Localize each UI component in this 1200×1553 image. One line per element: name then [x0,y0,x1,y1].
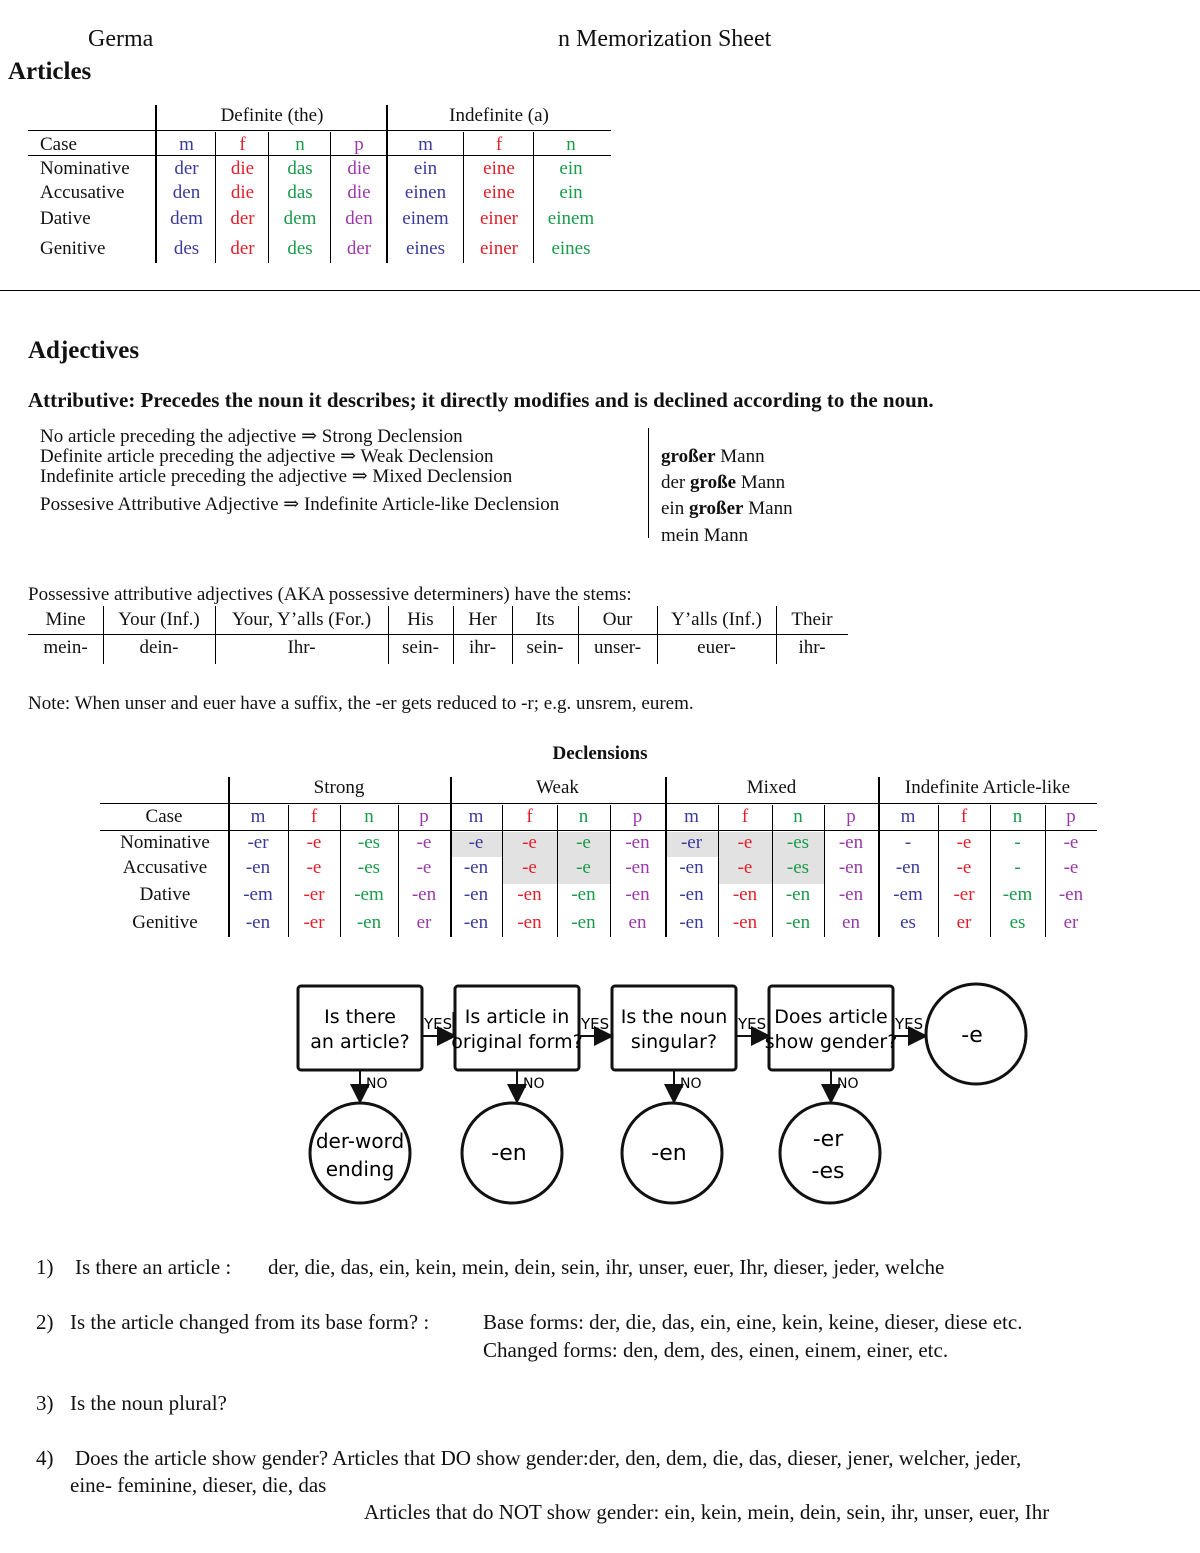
question-box-singular [612,986,736,1070]
articles-header-n: n [566,134,576,155]
declensions-header-line-bottom [100,830,1097,831]
q3-line1: Is the noun [620,1006,728,1028]
possessive-header: Mine [45,609,86,630]
possessive-stem: sein- [402,637,439,658]
declension-cell: -es [357,832,381,853]
declension-divider [990,805,991,937]
declension-case-label: Genitive [132,912,198,933]
articles-cell: einer [480,238,518,259]
declension-cell: -en [785,912,811,933]
declension-divider [450,777,452,937]
declension-cell: -en [463,884,489,905]
declension-header-f: f [310,806,318,827]
possessive-stem: mein- [43,637,88,658]
declension-divider [502,805,503,937]
declension-cell: -e [956,857,972,878]
articles-header-line-bottom [28,155,611,156]
result-3-text: -en [651,1141,687,1166]
articles-cell: dem [170,208,203,229]
definite-group-label: Definite (the) [220,105,324,126]
declension-divider [398,805,399,937]
declension-cell: -en [679,857,704,878]
possessive-divider [103,606,104,664]
declension-cell: -en [895,857,921,878]
declension-divider [288,805,289,937]
declension-cell: -en [838,857,864,878]
declension-cell: - [1014,857,1021,878]
possessive-divider [512,606,513,664]
articles-cell: das [287,158,313,179]
declension-group-label: Strong [313,777,365,798]
declension-header-n: n [793,806,803,827]
declension-header-n: n [1012,806,1023,827]
declension-cell: -em [893,884,923,905]
articles-cell: der [174,158,199,179]
possessive-table-line [28,634,848,635]
possessive-header: Your (Inf.) [118,609,200,630]
declension-cell: -em [354,884,384,905]
no-label-1: NO [366,1076,388,1092]
articles-cell: des [173,238,200,259]
declension-cell: -en [463,912,489,933]
declension-cell: -en [356,912,382,933]
possessive-divider [453,606,454,664]
possessive-divider [776,606,777,664]
declension-case-label: Nominative [120,832,210,853]
declension-group-label: Indefinite Article-like [904,777,1071,798]
declension-cell: -en [679,912,704,933]
result-final-text: -e [961,1023,983,1048]
declension-header-p: p [1066,806,1076,827]
declension-group-label: Mixed [746,777,797,798]
articles-cell: ein [413,158,438,179]
declension-cell: en [842,912,860,933]
section-separator [0,290,1200,291]
declension-case-label: Accusative [122,857,208,878]
articles-cell: den [345,208,373,229]
articles-cell: die [230,182,255,203]
declension-cell: -e [576,857,591,878]
articles-cell: eine [483,158,515,179]
declension-header-f: f [960,806,968,827]
declension-cell: -er [303,884,325,905]
articles-case-header: Case [40,134,77,155]
yes-label-3: YES [738,1015,767,1033]
possessive-divider [388,606,389,664]
declension-cell: -e [468,832,484,853]
q2-line2: original form? [451,1031,583,1053]
possessive-stem: unser- [593,637,642,658]
declension-cell: -en [245,912,271,933]
declension-cell: -er [247,832,269,853]
result-en-2 [622,1103,722,1203]
q1-text: Is there an article : [75,1255,232,1279]
articles-divider [463,132,464,263]
articles-cell: eines [551,238,591,259]
q4-text-cont: eine- feminine, dieser, die, das [70,1473,327,1497]
declension-cell: -em [1002,884,1033,905]
declension-cell: -en [625,884,650,905]
declension-divider [665,777,667,937]
declension-cell: -en [838,884,864,905]
declension-cell: -e [416,832,432,853]
declension-divider [228,777,230,937]
title-left: Germa [88,26,154,52]
q3-number: 3) [36,1391,54,1415]
rule-definite: Definite article preceding the adjective ⇒ Weak Declension [40,446,494,467]
declension-cell: -en [732,912,758,933]
declensions-header-line-top [100,803,1097,804]
articles-header-f: f [495,134,503,155]
articles-cell: das [287,182,313,203]
example-strong: großer Mann [661,446,765,467]
articles-cell: den [172,182,201,203]
articles-header-p: p [354,134,364,155]
result-der-word [310,1103,410,1203]
declension-header-f: f [741,806,749,827]
possessive-stem: dein- [139,637,179,658]
q2-text: Is the article changed from its base form? : [70,1310,430,1334]
declension-cell: -en [517,912,542,933]
no-label-3: NO [680,1076,702,1092]
articles-case-label: Genitive [40,238,106,259]
articles-divider [215,132,216,263]
q2-changed: Changed forms: den, dem, des, einen, einem, einer, etc. [483,1338,949,1362]
declension-cell: -en [245,857,271,878]
q2-base: Base forms: der, die, das, ein, eine, kein, keine, dieser, diese etc. [483,1310,1023,1334]
declension-cell: -e [416,857,432,878]
possessive-header: Your, Y’alls (For.) [231,609,372,630]
possessive-intro: Possessive attributive adjectives (AKA possessive determiners) have the stems: [28,584,632,605]
declension-divider [610,805,611,937]
declension-cell: -en [571,884,596,905]
possessive-divider [215,606,216,664]
possessive-header: Her [468,609,497,630]
possessive-header: Our [602,609,633,630]
declension-cell: -er [303,912,325,933]
articles-cell: einem [547,208,595,229]
declension-header-m: m [250,806,266,827]
declension-cell: er [1063,912,1079,933]
declension-cell: -en [411,884,437,905]
q3-line2: singular? [630,1031,718,1053]
q4-not-gender: Articles that do NOT show gender: ein, kein, mein, dein, sein, ihr, unser, euer, Ihr [364,1500,1050,1524]
articles-header-m: m [418,134,433,155]
result-er-es [780,1103,880,1203]
possessive-divider [578,606,579,664]
declension-cell: -es [357,857,381,878]
result-final-e [926,984,1026,1084]
question-box-article [298,986,422,1070]
articles-header-f: f [239,134,246,155]
declension-group-label: Weak [536,777,579,798]
declension-cell: -en [571,912,596,933]
articles-cell: eine [483,182,515,203]
declension-header-n: n [364,806,374,827]
articles-cell: die [230,158,255,179]
declension-header-m: m [900,806,916,827]
declension-cell: -en [625,832,650,853]
declension-divider [340,805,341,937]
articles-divider [386,105,388,263]
declension-case-label: Dative [139,884,191,905]
articles-cell: die [347,182,371,203]
declension-flowchart [0,960,1200,1210]
declension-cell: -e [306,832,322,853]
articles-divider [533,132,534,263]
declension-divider [772,805,773,937]
declension-header-n: n [578,806,589,827]
possessive-stem: Ihr- [287,637,316,658]
rule-no-article: No article preceding the adjective ⇒ Strong Declension [40,426,463,447]
no-label-2: NO [523,1076,545,1092]
articles-case-label: Accusative [40,182,125,203]
articles-divider [330,132,331,263]
q1-list: der, die, das, ein, kein, mein, dein, sein, ihr, unser, euer, Ihr, dieser, jeder, welche [268,1255,945,1279]
declension-cell: es [900,912,916,933]
declension-header-m: m [468,806,484,827]
declension-cell: er [416,912,432,933]
declension-divider [938,805,939,937]
declension-cell: en [628,912,647,933]
declension-cell: -e [306,857,322,878]
declension-cell: -e [576,832,591,853]
result-1-line1: der-word [315,1129,405,1153]
articles-divider [155,105,157,263]
articles-cell: des [287,238,313,259]
declension-divider [1045,805,1046,937]
declension-cell: -er [680,832,703,853]
q1-number: 1) [36,1255,54,1279]
declension-header-p: p [632,806,643,827]
declension-cell: -en [679,884,704,905]
result-2-text: -en [491,1141,527,1166]
articles-cell: der [230,208,255,229]
articles-cell: der [230,238,255,259]
declension-header-p: p [846,806,856,827]
yes-label-1: YES [424,1015,453,1033]
declension-divider [557,805,558,937]
declension-cell: -es [786,832,810,853]
q4-number: 4) [36,1446,54,1470]
declension-cell: -en [732,884,758,905]
articles-cell: einer [480,208,518,229]
declension-cell: -en [463,857,489,878]
possessive-divider [657,606,658,664]
articles-cell: die [347,158,371,179]
title-right: n Memorization Sheet [558,26,772,52]
q4-line1: Does article [774,1006,888,1028]
question-box-gender [765,986,898,1070]
articles-cell: der [346,238,372,259]
result-4-line1: -er [812,1127,844,1152]
articles-case-label: Dative [40,208,91,229]
declension-header-m: m [684,806,699,827]
example-weak: der große Mann [661,472,786,493]
declension-cell: es [1009,912,1026,933]
declensions-title: Declensions [552,743,648,764]
declension-divider [878,777,880,937]
possessive-header: Its [535,609,555,630]
declension-header-f: f [526,806,533,827]
suffix-note: Note: When unser and euer have a suffix, the -er gets reduced to -r; e.g. unsrem, eurem. [28,693,694,714]
q4-text: Does the article show gender? Articles that DO show gender:der, den, dem, die, das, dieser, jener, welcher, jeder, [75,1446,1022,1470]
articles-cell: einen [404,182,447,203]
declension-header-p: p [419,806,429,827]
articles-case-label: Nominative [40,158,130,179]
possessive-stem: euer- [697,637,736,658]
q2-line1: Is article in [464,1006,570,1028]
articles-cell: ein [559,158,583,179]
q2-number: 2) [36,1310,54,1334]
q4-line2: show gender? [764,1031,898,1053]
declension-cell: er [956,912,972,933]
articles-cell: dem [283,208,317,229]
result-4-line2: -es [811,1159,845,1184]
declension-cell: -em [243,884,273,905]
declension-cell: -en [785,884,811,905]
result-1-line2: ending [325,1157,395,1181]
declension-cell: - [904,832,912,853]
indefinite-group-label: Indefinite (a) [449,105,549,126]
declension-cell: -en [625,857,650,878]
example-possessive: mein Mann [661,525,749,546]
declension-cell: -er [953,884,975,905]
articles-header-n: n [295,134,305,155]
declension-cell: -en [838,832,864,853]
declension-cell: -es [786,857,810,878]
yes-label-4: YES [895,1015,924,1033]
rule-possessive: Possesive Attributive Adjective ⇒ Indefinite Article-like Declension [40,494,560,515]
declension-cell: -en [517,884,542,905]
yes-label-2: YES [581,1015,610,1033]
adjectives-heading: Adjectives [28,337,140,364]
attributive-definition: Attributive: Precedes the noun it describes; it directly modifies and is declined according to the noun. [28,388,934,412]
declension-cell: -e [522,857,537,878]
declension-cell: -en [1058,884,1084,905]
no-label-4: NO [837,1076,859,1092]
possessive-header: Y’alls (Inf.) [671,609,762,630]
possessive-header: His [407,609,434,630]
declension-cell: -e [737,832,753,853]
result-en-1 [462,1103,562,1203]
articles-divider [268,132,269,263]
rule-indefinite: Indefinite article preceding the adjective ⇒ Mixed Declension [40,466,513,487]
possessive-stem: sein- [526,637,564,658]
examples-divider [648,428,649,538]
articles-header-m: m [179,134,194,155]
possessive-header: Their [791,609,833,630]
declension-cell: -e [956,832,972,853]
possessive-stem: ihr- [468,637,497,658]
declension-cell: -e [1063,857,1079,878]
q1-line2: an article? [310,1031,410,1053]
declension-divider [718,805,719,937]
possessive-stem: ihr- [798,637,826,658]
declension-divider [824,805,825,937]
example-mixed: ein großer Mann [661,498,793,519]
articles-cell: ein [559,182,583,203]
declension-cell: - [1014,832,1021,853]
articles-cell: einem [402,208,449,229]
declension-cell: -e [522,832,537,853]
articles-heading: Articles [8,58,92,85]
declension-cell: -e [1063,832,1079,853]
q3-text: Is the noun plural? [70,1391,227,1415]
declension-cell: -e [737,857,753,878]
question-box-original-form [451,986,582,1070]
articles-cell: eines [405,238,446,259]
declensions-case-header: Case [145,806,183,827]
articles-header-line-top [28,130,611,131]
q1-line1: Is there [324,1006,396,1028]
